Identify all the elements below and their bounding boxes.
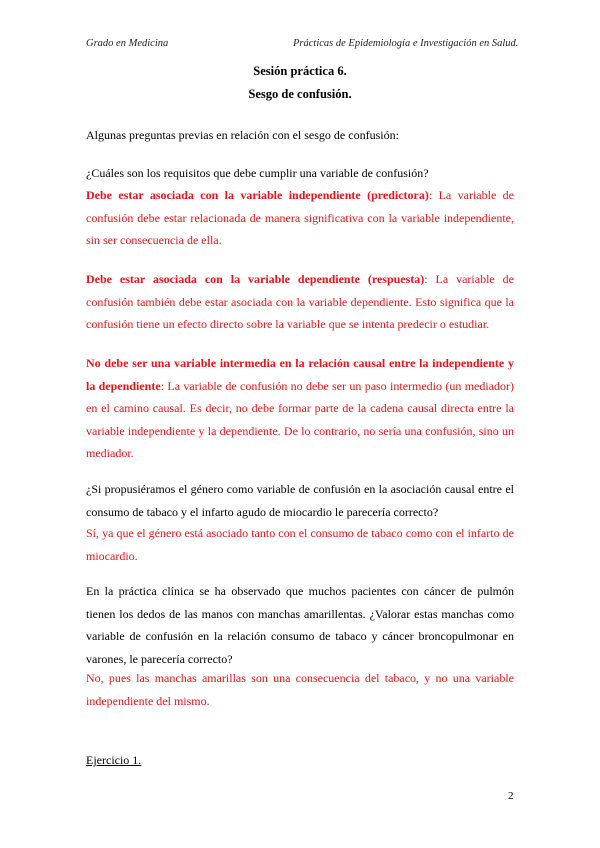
- answer-3: No, pues las manchas amarillas son una consecuencia del tabaco, y no una variable independiente del mismo.: [86, 671, 514, 708]
- question-1: ¿Cuáles son los requisitos que debe cumplir una variable de confusión?: [86, 166, 429, 180]
- header-left: Grado en Medicina: [86, 38, 169, 49]
- page-number: 2: [508, 790, 514, 802]
- requirement-1: [86, 184, 514, 252]
- session-subtitle: Sesgo de confusión.: [248, 87, 352, 101]
- intro-paragraph: Algunas preguntas previas en relación con el sesgo de confusión:: [86, 128, 399, 142]
- requirement-2-text: : La variable de confusión también debe estar asociada con la variable dependiente. Esto significa que la confusión tiene un efecto directo sobre la variable que se intenta predecir o estudiar.: [86, 272, 514, 331]
- requirement-3-text: : La variable de confusión no debe ser un paso intermedio (un mediador) en el camino causal. Es decir, no debe formar parte de la cadena causal directa entre la variable independiente y la dependiente. De lo contrario, no sería una confusión, sino un mediador.: [86, 378, 515, 460]
- exercise-heading-text: Ejercicio 1.: [86, 753, 142, 767]
- requirement-1-title: Debe estar asociada con la variable independiente (predictora): [86, 188, 429, 202]
- exercise-heading: [86, 749, 514, 772]
- header-right: Prácticas de Epidemiología e Investigación en Salud.: [293, 38, 519, 49]
- requirement-2-title: Debe estar asociada con la variable dependiente (respuesta): [86, 272, 425, 286]
- question-2: ¿Si propusiéramos el género como variable de confusión en la asociación causal entre el consumo de tabaco y el infarto agudo de miocardio le parecería correcto?: [86, 482, 514, 519]
- requirement-3: [86, 352, 514, 465]
- question-3: En la práctica clínica se ha observado que muchos pacientes con cáncer de pulmón tienen los dedos de las manos con manchas amarillentas. ¿Valorar estas manchas como variable de confusión en la relación consumo de tabaco y cáncer broncopulmonar en varones, le parecería correcto?: [86, 584, 514, 666]
- session-title: Sesión práctica 6.: [253, 64, 347, 78]
- requirement-1-text: : La variable de confusión debe estar relacionada de manera significativa con la variable independiente, sin ser consecuencia de ella.: [86, 188, 514, 247]
- requirement-2: [86, 268, 514, 336]
- answer-2: Sí, ya que el género está asociado tanto con el consumo de tabaco como con el infarto de miocardio.: [86, 526, 514, 563]
- requirement-3-title: No debe ser una variable intermedia en la relación causal entre la independiente y la dependiente: [86, 356, 514, 393]
